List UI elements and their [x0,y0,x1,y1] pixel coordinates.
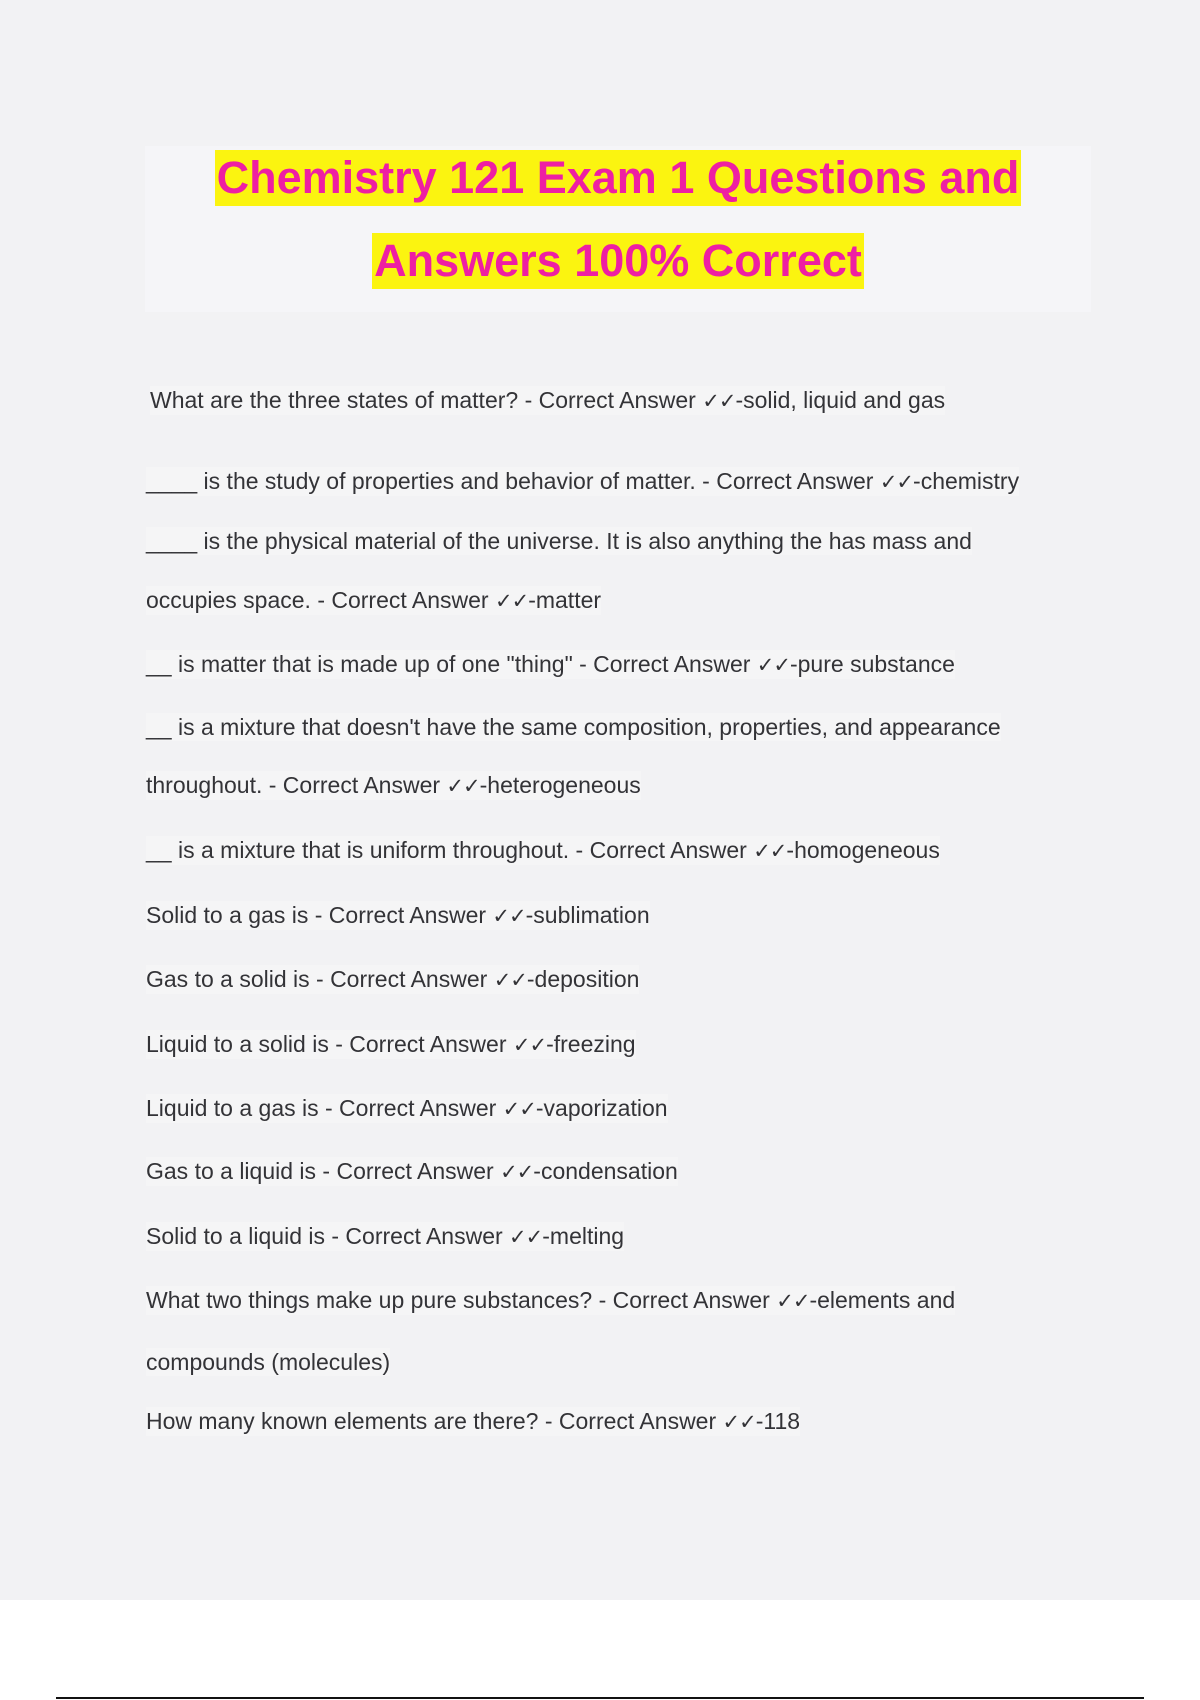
check-icon: ✓✓ [722,1410,756,1434]
question-text: Gas to a liquid is - Correct Answer [146,1158,501,1184]
check-icon: ✓✓ [702,389,736,413]
question-text: Solid to a liquid is - Correct Answer [146,1223,510,1249]
check-icon: ✓✓ [493,968,527,992]
title-block [145,146,1091,312]
qa-line [146,771,641,800]
qa-line [146,467,1019,496]
answer-text: -solid, liquid and gas [735,387,946,413]
qa-line [146,965,639,994]
answer-text: -deposition [526,966,640,992]
answer-text: -sublimation [525,902,650,928]
question-text: throughout. - Correct Answer [146,772,447,798]
qa-line [146,836,940,865]
answer-text: -homogeneous [786,837,940,863]
check-icon: ✓✓ [500,1160,534,1184]
check-icon: ✓✓ [753,839,787,863]
check-icon: ✓✓ [512,1033,547,1057]
document-title-line-2: Answers 100% Correct [372,233,864,289]
question-text: compounds (molecules) [146,1349,391,1375]
check-icon: ✓✓ [494,589,529,613]
question-text: __ is matter that is made up of one "thing" - Correct Answer [146,651,757,677]
question-text: __ is a mixture that is uniform throughout. - Correct Answer [146,837,754,863]
qa-line [146,901,650,930]
footer-divider [56,1697,1144,1699]
check-icon: ✓✓ [446,774,480,798]
answer-text: -118 [755,1408,801,1434]
question-text: What two things make up pure substances? - Correct Answer [146,1287,777,1313]
check-icon: ✓✓ [756,653,790,677]
qa-line [146,586,601,615]
qa-line [146,1286,955,1315]
question-text: How many known elements are there? - Correct Answer [146,1408,723,1434]
answer-text: -chemistry [913,468,1020,494]
document-title-line-1: Chemistry 121 Exam 1 Questions and [215,150,1022,206]
question-text: Liquid to a gas is - Correct Answer [146,1095,503,1121]
answer-text: -vaporization [535,1095,668,1121]
question-text: ____ is the study of properties and behavior of matter. - Correct Answer [146,468,880,494]
qa-line [146,1348,390,1376]
question-text: occupies space. - Correct Answer [146,587,495,613]
check-icon: ✓✓ [509,1225,543,1249]
qa-line [146,1222,624,1251]
answer-text: -freezing [546,1031,636,1057]
qa-line [150,386,945,415]
qa-line [146,1157,678,1186]
qa-line [146,1407,800,1436]
qa-line [146,527,972,555]
question-text: Solid to a gas is - Correct Answer [146,902,493,928]
question-text: __ is a mixture that doesn't have the same composition, properties, and appearance [146,714,1001,740]
question-text: What are the three states of matter? - Correct Answer [150,387,703,413]
check-icon: ✓✓ [502,1097,536,1121]
answer-text: -matter [528,587,602,613]
qa-line [146,1094,668,1123]
question-text: Gas to a solid is - Correct Answer [146,966,494,992]
check-icon: ✓✓ [776,1289,810,1313]
check-icon: ✓✓ [492,904,526,928]
answer-text: -heterogeneous [479,772,641,798]
check-icon: ✓✓ [879,470,914,494]
answer-text: -pure substance [789,651,955,677]
answer-text: -condensation [533,1158,678,1184]
qa-line [146,1030,636,1059]
question-text: Liquid to a solid is - Correct Answer [146,1031,513,1057]
qa-line [146,713,1001,741]
qa-line [146,650,955,679]
answer-text: -melting [542,1223,625,1249]
answer-text: -elements and [809,1287,956,1313]
question-text: ____ is the physical material of the universe. It is also anything the has mass and [146,528,972,554]
